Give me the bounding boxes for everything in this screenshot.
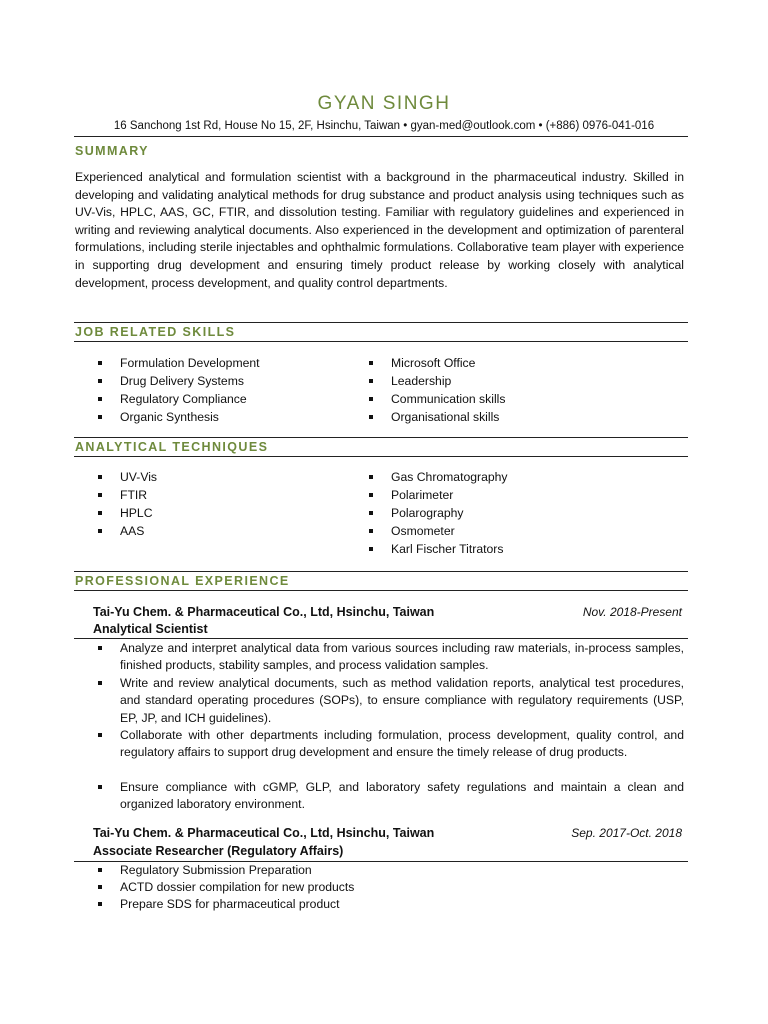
- summary-text: Experienced analytical and formulation scientist with a background in the pharmaceutical industry. Skilled in developing and validating analytical methods for drug substance and product analysis using techniques such as UV-Vis, HPLC, AAS, GC, FTIR, and dissolution testing. Familiar with regulatory guidelines and experienced in writing and reviewing analytical documents. Also experienced in the development and optimization of parenteral formulations, including sterile injectables and ophthalmic formulations. Collaborative team player with experience in supporting drug development and ensuring timely product release by working closely with analytical development, process development, and quality control departments.: [75, 170, 684, 290]
- job-dates: Nov. 2018-Present: [582, 605, 682, 619]
- bullet-icon: [98, 415, 102, 419]
- skills-heading: JOB RELATED SKILLS: [75, 325, 236, 339]
- job-bullet: Analyze and interpret analytical data from various sources including raw materials, in-process samples, finished products, stability samples, and process validation samples.: [120, 640, 684, 675]
- bullet-icon: [369, 547, 373, 551]
- skill-item: Regulatory Compliance: [120, 391, 247, 408]
- bullet-icon: [98, 493, 102, 497]
- bullet-icon: [369, 529, 373, 533]
- bullet-icon: [369, 379, 373, 383]
- skill-item: Drug Delivery Systems: [120, 373, 244, 390]
- job-role: Associate Researcher (Regulatory Affairs): [93, 844, 344, 858]
- job-bullet: Collaborate with other departments including formulation, process development, quality control, and regulatory affairs to support drug development and ensure the timely release of drug products.: [120, 727, 684, 762]
- job-bullet: Prepare SDS for pharmaceutical product: [120, 896, 684, 913]
- job-bullet: Regulatory Submission Preparation: [120, 862, 684, 879]
- bullet-icon: [369, 361, 373, 365]
- bullet-icon: [98, 397, 102, 401]
- technique-item: HPLC: [120, 505, 153, 522]
- candidate-name: GYAN SINGH: [317, 93, 451, 114]
- bullet-icon: [369, 475, 373, 479]
- experience-heading: PROFESSIONAL EXPERIENCE: [75, 574, 290, 588]
- skills-rule-bottom: [74, 341, 688, 342]
- skill-item: Organic Synthesis: [120, 409, 219, 426]
- bullet-icon: [98, 785, 102, 789]
- skill-item: Communication skills: [391, 391, 505, 408]
- bullet-icon: [369, 493, 373, 497]
- skill-item: Microsoft Office: [391, 355, 475, 372]
- technique-item: Polarography: [391, 505, 464, 522]
- header-rule: [74, 136, 688, 137]
- job-dates: Sep. 2017-Oct. 2018: [571, 826, 682, 840]
- bullet-icon: [98, 885, 102, 889]
- technique-item: Polarimeter: [391, 487, 453, 504]
- bullet-icon: [98, 646, 102, 650]
- bullet-icon: [98, 379, 102, 383]
- technique-item: UV-Vis: [120, 469, 157, 486]
- job-company: Tai-Yu Chem. & Pharmaceutical Co., Ltd, Hsinchu, Taiwan: [93, 605, 435, 619]
- job-bullet: ACTD dossier compilation for new products: [120, 879, 684, 896]
- experience-rule-top: [74, 571, 688, 572]
- bullet-icon: [98, 868, 102, 872]
- contact-line: 16 Sanchong 1st Rd, House No 15, 2F, Hsinchu, Taiwan • gyan-med@outlook.com • (+886) 0976-041-016: [113, 120, 655, 132]
- bullet-icon: [98, 733, 102, 737]
- skills-rule-top: [74, 322, 688, 323]
- bullet-icon: [98, 511, 102, 515]
- skill-item: Organisational skills: [391, 409, 499, 426]
- bullet-icon: [98, 681, 102, 685]
- job-bullet: Ensure compliance with cGMP, GLP, and laboratory safety regulations and maintain a clean and organized laboratory environment.: [120, 779, 684, 814]
- technique-item: Karl Fischer Titrators: [391, 541, 503, 558]
- bullet-icon: [98, 529, 102, 533]
- job-rule: [74, 638, 688, 639]
- job-role: Analytical Scientist: [93, 622, 208, 636]
- bullet-icon: [369, 415, 373, 419]
- bullet-icon: [98, 361, 102, 365]
- technique-item: Osmometer: [391, 523, 455, 540]
- bullet-icon: [369, 511, 373, 515]
- techniques-rule-bottom: [74, 456, 688, 457]
- job-bullet: Write and review analytical documents, such as method validation reports, analytical test procedures, and standard operating procedures (SOPs), to ensure compliance with regulatory requirements (USP, EP, JP, and ICH guidelines).: [120, 675, 684, 727]
- job-company: Tai-Yu Chem. & Pharmaceutical Co., Ltd, Hsinchu, Taiwan: [93, 826, 435, 840]
- techniques-heading: ANALYTICAL TECHNIQUES: [75, 440, 269, 454]
- technique-item: FTIR: [120, 487, 147, 504]
- techniques-rule-top: [74, 437, 688, 438]
- skill-item: Formulation Development: [120, 355, 260, 372]
- skill-item: Leadership: [391, 373, 451, 390]
- bullet-icon: [98, 475, 102, 479]
- experience-rule-bottom: [74, 590, 688, 591]
- technique-item: Gas Chromatography: [391, 469, 508, 486]
- technique-item: AAS: [120, 523, 144, 540]
- bullet-icon: [98, 902, 102, 906]
- summary-heading: SUMMARY: [75, 144, 149, 158]
- bullet-icon: [369, 397, 373, 401]
